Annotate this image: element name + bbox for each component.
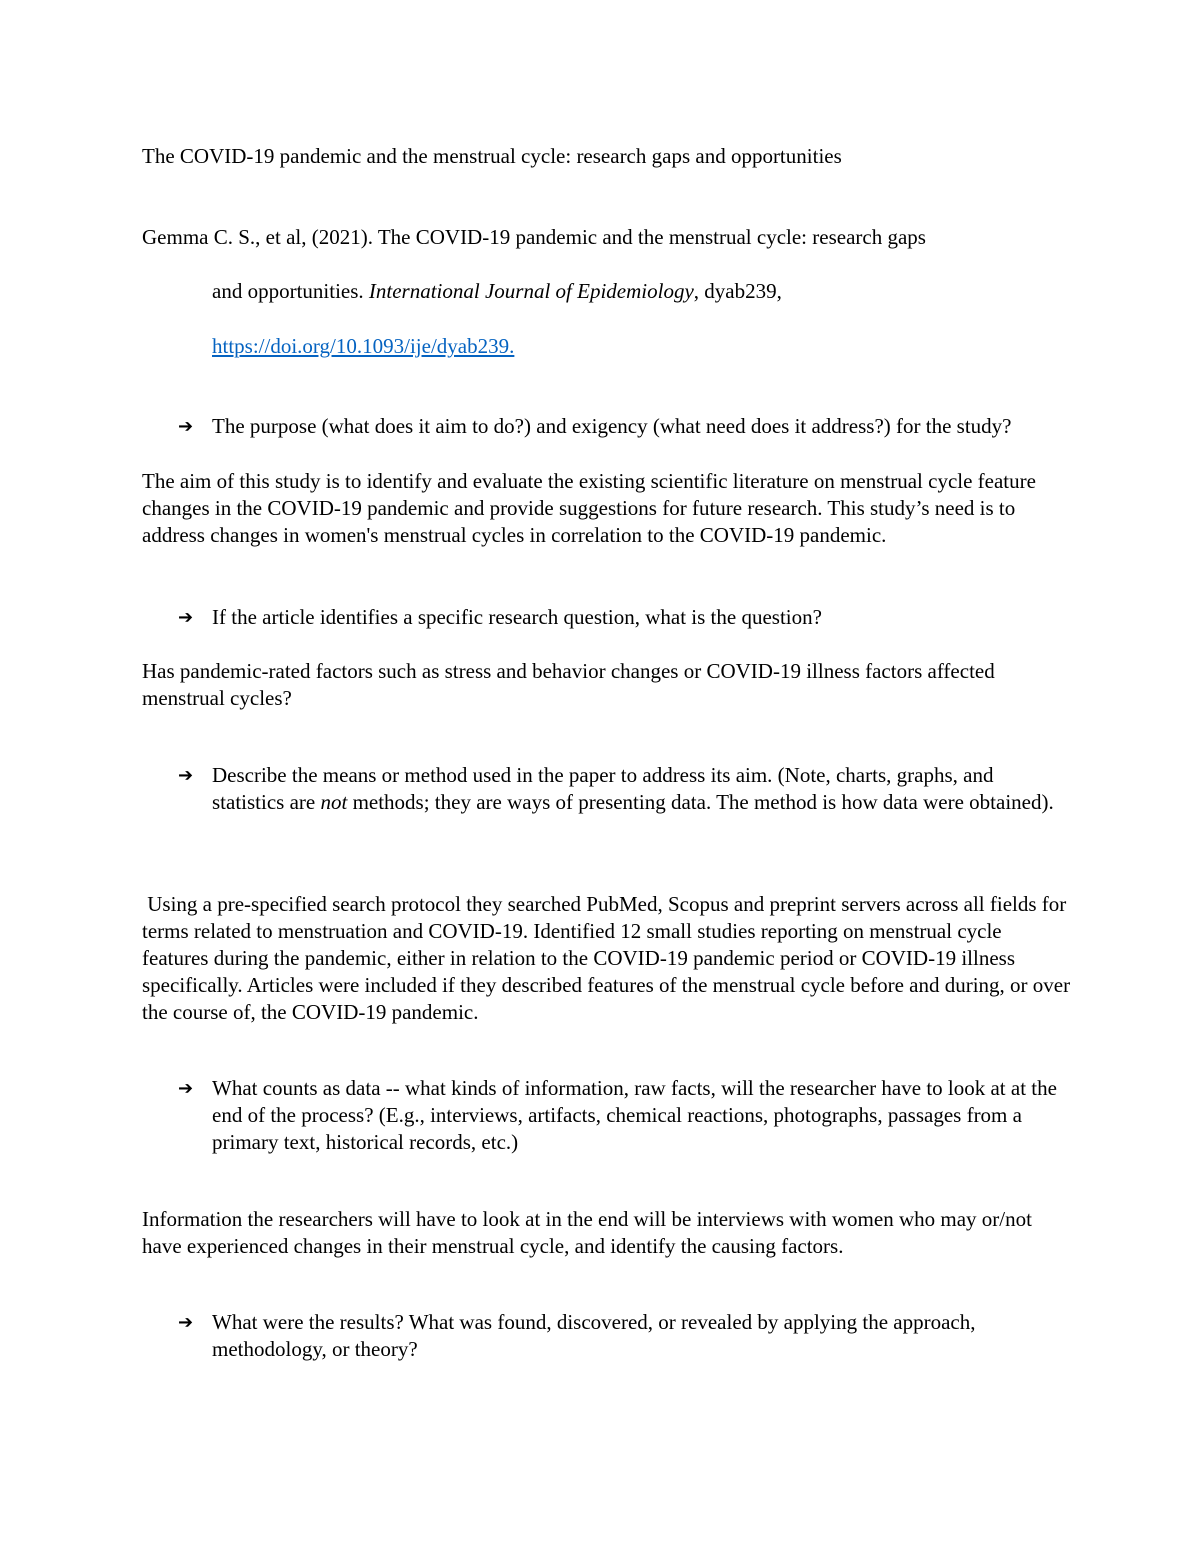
question-results-text: What were the results? What was found, discovered, or revealed by applying the approach, methodology, or theory?	[212, 1310, 976, 1361]
question-results	[178, 1309, 1058, 1363]
question-data-text: What counts as data -- what kinds of information, raw facts, will the researcher have to look at at the end of the process? (E.g., interviews, artifacts, chemical reactions, photographs, passages from a primary text, historical records, etc.)	[212, 1076, 1057, 1154]
question-method	[178, 762, 1058, 816]
document-title: The COVID-19 pandemic and the menstrual cycle: research gaps and opportunities	[142, 144, 842, 168]
question-purpose	[178, 413, 1058, 440]
arrow-icon: ➔	[178, 1312, 194, 1333]
arrow-icon: ➔	[178, 607, 194, 628]
method-text-part2: methods; they are ways of presenting data. The method is how data were obtained).	[347, 790, 1054, 814]
citation-line-2	[212, 278, 1072, 305]
citation-line-1: Gemma C. S., et al, (2021). The COVID-19 pandemic and the menstrual cycle: research gaps	[142, 225, 926, 249]
answer-research: Has pandemic-rated factors such as stress and behavior changes or COVID-19 illness factors affected menstrual cycles?	[142, 659, 995, 710]
answer-data: Information the researchers will have to look at in the end will be interviews with women who may or/not have experienced changes in their menstrual cycle, and identify the causing factors.	[142, 1207, 1032, 1258]
doi-link[interactable]: https://doi.org/10.1093/ije/dyab239.	[212, 334, 515, 358]
question-research	[178, 604, 1058, 631]
arrow-icon: ➔	[178, 416, 194, 437]
question-research-text: If the article identifies a specific research question, what is the question?	[212, 605, 822, 629]
arrow-icon: ➔	[178, 765, 194, 786]
arrow-icon: ➔	[178, 1078, 194, 1099]
question-method-text	[212, 762, 1058, 816]
citation-doi-line	[212, 333, 1072, 360]
citation-prefix: and opportunities.	[212, 279, 369, 303]
journal-name: International Journal of Epidemiology	[368, 279, 694, 303]
answer-purpose: The aim of this study is to identify and evaluate the existing scientific literature on menstrual cycle feature changes in the COVID-19 pandemic and provide suggestions for future research. This study’s need is to address changes in women's menstrual cycles in correlation to the COVID-19 pandemic.	[142, 469, 1036, 547]
method-text-emphasis: not	[320, 790, 348, 814]
question-purpose-text: The purpose (what does it aim to do?) and exigency (what need does it address?) for the study?	[212, 414, 1012, 438]
method-text-part1: Describe the means or method used in the paper to address its aim. (Note, charts, graphs, and statistics are	[212, 763, 994, 814]
citation-suffix: , dyab239,	[693, 279, 782, 303]
answer-method: Using a pre-specified search protocol they searched PubMed, Scopus and preprint servers across all fields for terms related to menstruation and COVID-19. Identified 12 small studies reporting on menstrual cycle features during the pandemic, either in relation to the COVID-19 pandemic period or COVID-19 illness specifically. Articles were included if they described features of the menstrual cycle before and during, or over the course of, the COVID-19 pandemic.	[142, 892, 1076, 1024]
question-data	[178, 1075, 1058, 1156]
